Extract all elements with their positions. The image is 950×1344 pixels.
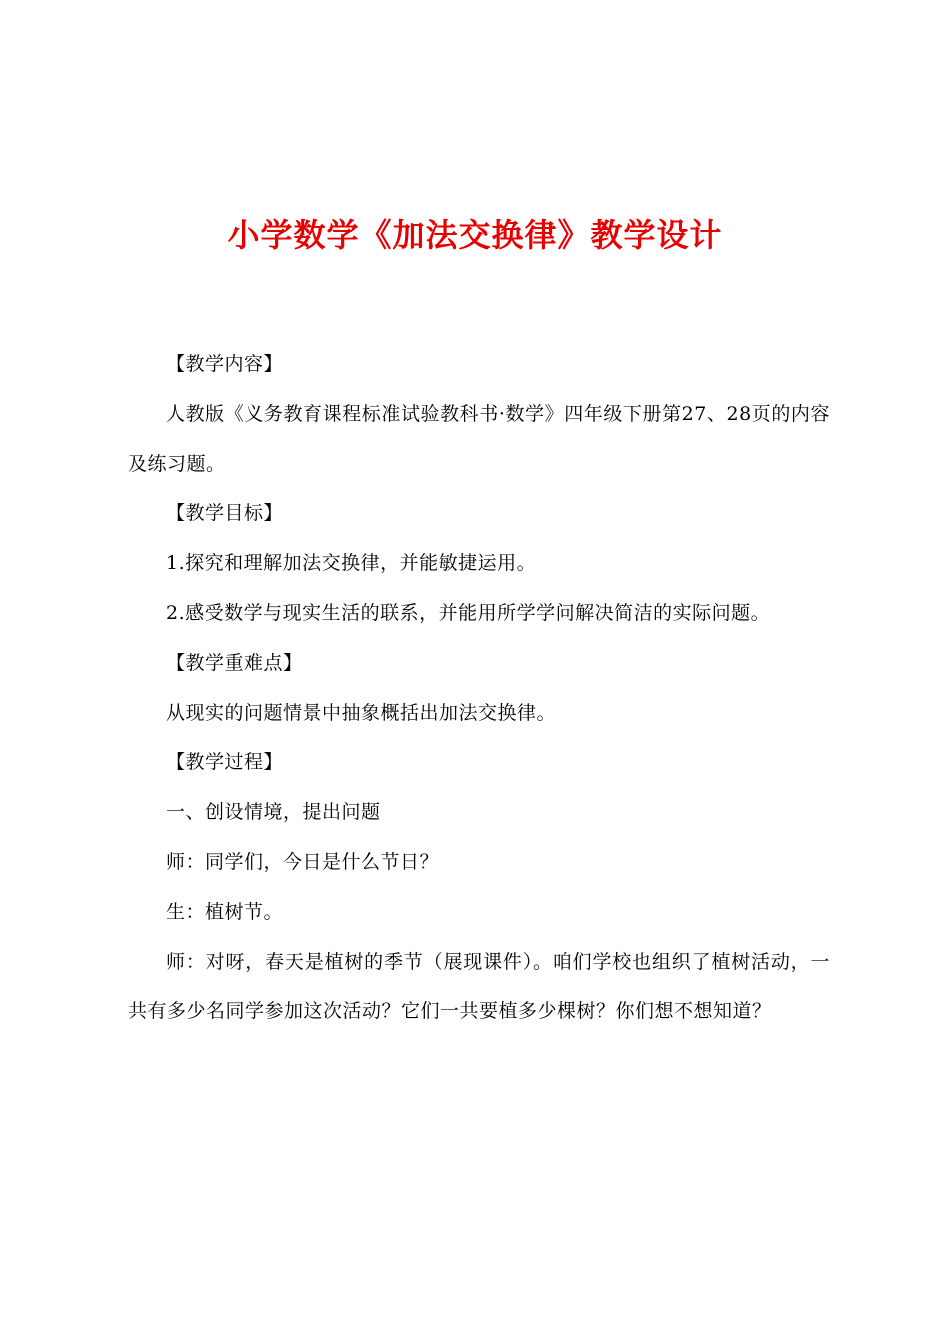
- section-heading-goals: 【教学目标】: [166, 502, 284, 525]
- paragraph-dialog-3: 师：对呀，春天是植树的季节（展现课件）。咱们学校也组织了植树活动，一共有多少名同学参加这次活动？它们一共要植多少棵树？你们想不想知道？: [128, 950, 830, 1023]
- document-body: [128, 340, 830, 1037]
- paragraph-dialog-2: 生：植树节。: [166, 900, 284, 923]
- section-heading-content: 【教学内容】: [166, 353, 284, 375]
- paragraph-content: 人教版《义务教育课程标准试验教科书·数学》四年级下册第27、28页的内容及练习题。: [128, 402, 830, 475]
- paragraph-goal-2: 2.感受数学与现实生活的联系，并能用所学学问解决简洁的实际问题。: [166, 601, 771, 624]
- section-heading-key-points: 【教学重难点】: [166, 651, 303, 674]
- paragraph-key-points: 从现实的问题情景中抽象概括出加法交换律。: [166, 701, 557, 724]
- page-title: 小学数学《加法交换律》教学设计: [227, 216, 723, 254]
- section-heading-process: 【教学过程】: [166, 751, 284, 774]
- paragraph-step-1: 一、创设情境，提出问题: [166, 801, 381, 824]
- paragraph-goal-1: 1.探究和理解加法交换律，并能敏捷运用。: [166, 552, 537, 575]
- paragraph-dialog-1: 师：同学们，今日是什么节日？: [166, 850, 440, 873]
